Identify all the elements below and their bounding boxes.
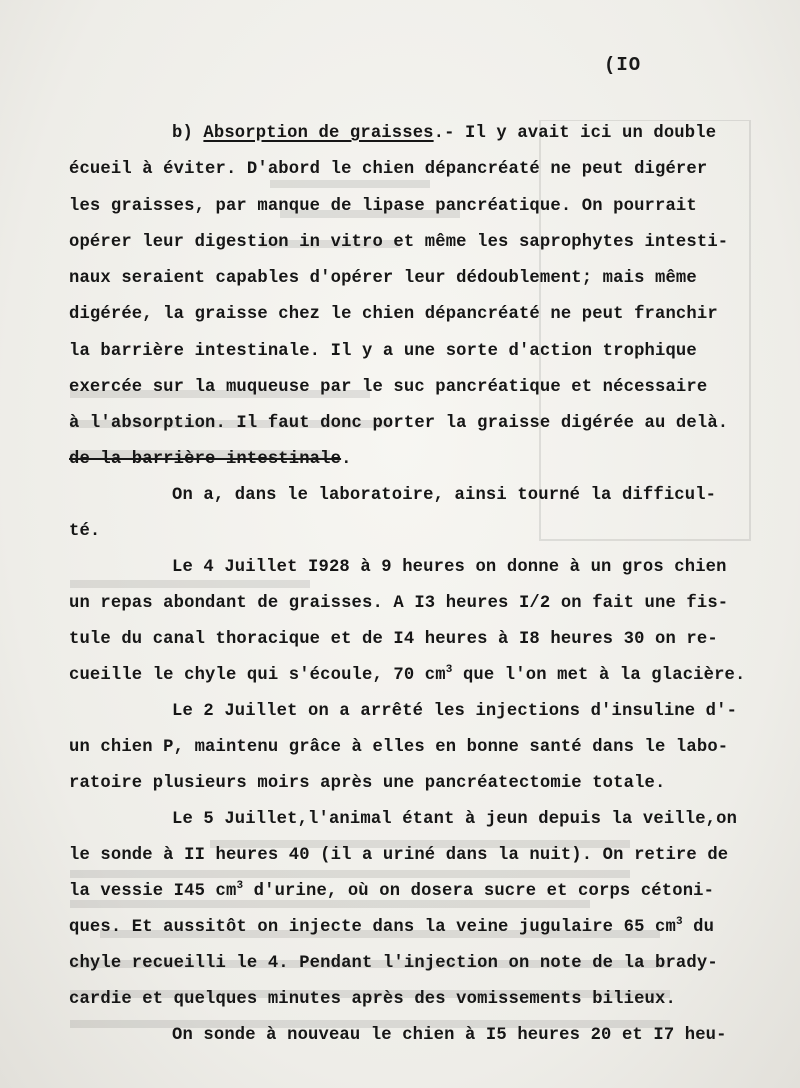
- text-line: Le 5 Juillet,l'animal étant à jeun depuis la veille,on: [172, 810, 738, 829]
- page-number: (IO: [604, 54, 642, 76]
- text-line: à l'absorption. Il faut donc porter la graisse digérée au delà.: [69, 414, 729, 433]
- text-line: la barrière intestinale. Il y a une sorte d'action trophique: [69, 342, 697, 361]
- text-line: la vessie I45 $cm^3$ d'urine, où on dosera sucre et corps cétoni-: [69, 880, 715, 901]
- text-line: opérer leur digestion in vitro et même les saprophytes intesti-: [69, 233, 729, 252]
- text-line: écueil à éviter. D'abord le chien dépancréaté ne peut digérer: [69, 160, 708, 179]
- text-line: ratoire plusieurs moirs après une pancréatectomie totale.: [69, 774, 666, 793]
- text-line: On a, dans le laboratoire, ainsi tourné la difficul-: [172, 486, 717, 505]
- text-line: les graisses, par manque de lipase pancréatique. On pourrait: [69, 197, 697, 216]
- text-line: té.: [69, 522, 101, 541]
- text-line: cardie et quelques minutes après des vomissements bilieux.: [69, 990, 676, 1009]
- text-line: Le 4 Juillet I928 à 9 heures on donne à un gros chien: [172, 558, 727, 577]
- text-line: cueille le chyle qui s'écoule, 70 $cm^3$ que l'on met à la glacière.: [69, 664, 746, 685]
- text-line: le sonde à II heures 40 (il a uriné dans la nuit). On retire de: [69, 846, 729, 865]
- text-line: chyle recueilli le 4. Pendant l'injection on note de la brady-: [69, 954, 718, 973]
- text-line: naux seraient capables d'opérer leur dédoublement; mais même: [69, 269, 697, 288]
- text-line: exercée sur la muqueuse par le suc pancréatique et nécessaire: [69, 378, 708, 397]
- text-line: ques. Et aussitôt on injecte dans la veine jugulaire 65 $cm^3$ du: [69, 916, 715, 937]
- struck-text: de la barrière intestinale: [69, 450, 342, 469]
- section-heading: Absorption de graisses: [203, 124, 434, 143]
- text-line: de la barrière intestinale.: [69, 450, 352, 469]
- text-line: un chien P, maintenu grâce à elles en bonne santé dans le labo-: [69, 738, 729, 757]
- reverse-side-bleed: [60, 120, 760, 1040]
- text-line: un repas abondant de graisses. A I3 heures I/2 on fait une fis-: [69, 594, 729, 613]
- text-line: On sonde à nouveau le chien à I5 heures 20 et I7 heu-: [172, 1026, 727, 1045]
- text-line: digérée, la graisse chez le chien dépancréaté ne peut franchir: [69, 305, 718, 324]
- text-line: Le 2 Juillet on a arrêté les injections d'insuline d'-: [172, 702, 738, 721]
- text-line: tule du canal thoracique et de I4 heures à I8 heures 30 on re-: [69, 630, 718, 649]
- text-line: b) Absorption de graisses.- Il y avait ici un double: [172, 124, 717, 143]
